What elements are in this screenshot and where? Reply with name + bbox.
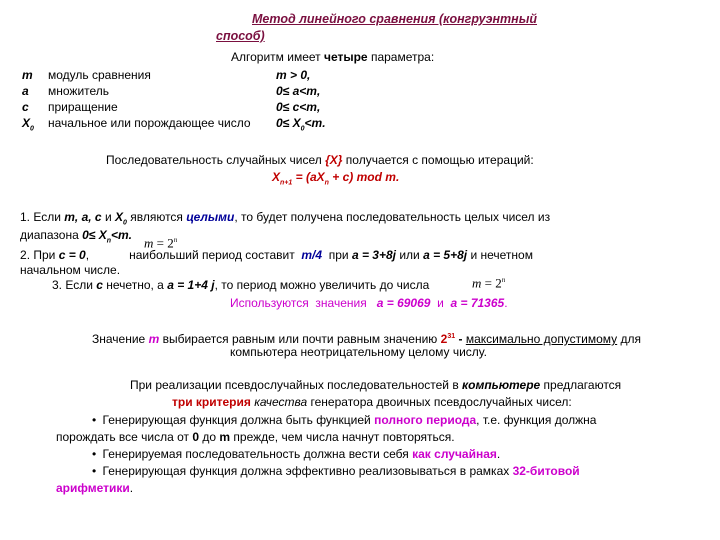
- param-cond-x0-sub: 0: [300, 125, 305, 133]
- criterion-3-line1: [92, 464, 580, 479]
- rule2-a1: a = 3+8j: [351, 248, 396, 262]
- sequence-suffix: получается с помощью итераций:: [342, 153, 534, 167]
- rule2-line1: [20, 248, 533, 263]
- m2n-exp: n: [173, 236, 178, 244]
- formula-sub1: n+1: [280, 179, 293, 187]
- param-cond-x0: [276, 116, 326, 136]
- param-desc-c: приращение: [48, 100, 118, 114]
- rule1-range-sub: n: [106, 237, 111, 245]
- rule1-line2: [20, 228, 132, 248]
- rule2-line2: начальном числе.: [20, 263, 121, 277]
- intro-prefix: Алгоритм имеет: [231, 50, 324, 64]
- param-sym-c: c: [22, 100, 29, 114]
- rule2-cond: c = 0: [58, 248, 86, 262]
- m2n-eq: = 2: [153, 235, 174, 251]
- m-choice-two: 2: [440, 332, 448, 346]
- param-desc-x0: начальное или порождающее число: [48, 116, 251, 130]
- intro-line: [231, 50, 434, 65]
- formula-x: X: [272, 170, 281, 184]
- rule1-range-prefix: диапазона: [20, 228, 83, 242]
- criteria-rest: генератора двоичных псевдослучайных чисел:: [307, 395, 572, 409]
- criteria-line2: [172, 395, 572, 410]
- param-sym-x0-main: X: [22, 116, 31, 130]
- m2n-exp-2: n: [501, 276, 506, 284]
- rule1-x-sub: 0: [123, 219, 127, 227]
- used-v2: a = 71365: [450, 296, 505, 310]
- m-choice-prefix: Значение: [92, 332, 149, 346]
- criterion-1-line1: [92, 413, 596, 428]
- param-desc-m: модуль сравнения: [48, 68, 151, 82]
- rule2-a2: a = 5+8j: [423, 248, 468, 262]
- criterion-1-l2c: прежде, чем числа начнут повторяться.: [230, 430, 455, 444]
- rule3-num: 3. Если: [52, 278, 97, 292]
- rule1-integers: целыми: [186, 210, 235, 224]
- rule3-a: a = 1+4 j: [167, 278, 215, 292]
- criterion-1-l2b: до: [199, 430, 220, 444]
- criteria-prefix: При реализации псевдослучайных последовательностей в: [130, 378, 463, 392]
- rule3-c: c: [96, 278, 103, 292]
- m-choice-tail: для: [617, 332, 642, 346]
- rule2-or: или: [396, 248, 424, 262]
- m-choice-dash: -: [455, 332, 466, 346]
- param-sym-a: a: [22, 84, 29, 98]
- m2n-lhs-2: m: [472, 275, 482, 291]
- criterion-1-line2: [56, 430, 455, 445]
- rule3-odd: нечетно, а: [102, 278, 168, 292]
- criterion-2-hl: как случайная: [412, 447, 497, 461]
- rule2-period: m/4: [301, 248, 323, 262]
- criterion-3-b: .: [129, 481, 134, 495]
- criteria-line1: [130, 378, 621, 393]
- page-title-line2: способ): [216, 29, 265, 43]
- rule2-dot: . При: [26, 248, 59, 262]
- used-v1: a = 69069: [376, 296, 431, 310]
- m-choice-exp: 31: [447, 333, 456, 340]
- criterion-3-a: Генерирующая функция должна эффективно реализовываться в рамках: [102, 464, 513, 478]
- m-choice-max: максимально допустимому: [465, 332, 618, 346]
- criterion-2-a: Генерируемая последовательность должна вести себя: [102, 447, 413, 461]
- used-values-line: [230, 296, 508, 311]
- param-sym-x0-sub: 0: [30, 125, 34, 133]
- param-desc-a: множитель: [48, 84, 110, 98]
- rule3-rest: , то период можно увеличить до числа: [214, 278, 430, 292]
- param-cond-x0-a: 0≤ X: [276, 116, 301, 130]
- criterion-1-m: m: [219, 430, 231, 444]
- m-choice-line2: компьютера неотрицательному целому числу.: [230, 345, 487, 359]
- rule1-range-end: <m.: [110, 228, 132, 242]
- used-end: .: [504, 296, 508, 310]
- criteria-quality: качества: [250, 395, 308, 409]
- rule2-tail: и нечетном: [467, 248, 533, 262]
- criteria-suffix: предлагаются: [540, 378, 622, 392]
- criteria-three: три критерия: [172, 395, 251, 409]
- rule1-vars: m, a, c: [64, 210, 102, 224]
- used-and: и: [430, 296, 451, 310]
- param-cond-c: 0≤ c<m,: [276, 100, 321, 114]
- rule1-mid: являются: [126, 210, 187, 224]
- m2n-eq-2: = 2: [481, 275, 502, 291]
- criterion-1-l2a: порождать все числа от: [56, 430, 193, 444]
- m-choice-mid: выбирается равным или почти равным значению: [159, 332, 441, 346]
- m-equals-2n-formula-2: [472, 273, 505, 290]
- param-sym-m: m: [22, 68, 33, 82]
- rule1-range: 0≤ X: [82, 228, 107, 242]
- sequence-line: [106, 153, 534, 168]
- sequence-set-sym: X: [329, 153, 338, 167]
- sequence-prefix: Последовательность случайных чисел: [106, 153, 326, 167]
- criteria-computer: компьютере: [462, 378, 541, 392]
- formula-eq: = (aX: [292, 170, 325, 184]
- formula-end: .: [395, 170, 400, 184]
- criterion-3-hl: 32-битовой: [512, 464, 580, 478]
- intro-bold: четыре: [323, 50, 368, 64]
- sequence-set-close: }: [337, 153, 343, 167]
- rule2-mid: , наибольший период составит: [85, 248, 302, 262]
- criterion-3-line2: [56, 481, 133, 496]
- criterion-2-b: .: [496, 447, 501, 461]
- iteration-formula: [272, 170, 399, 190]
- rule2-num: 2: [20, 248, 27, 262]
- rule1-x: X: [114, 210, 123, 224]
- rule2-when: при: [322, 248, 352, 262]
- rule3-line: [52, 278, 429, 293]
- rule1-and: и: [101, 210, 115, 224]
- page-title-line1: Метод линейного сравнения (конгруэнтный: [252, 12, 538, 26]
- m-choice-m: m: [148, 332, 160, 346]
- formula-rest: + c) mod: [328, 170, 386, 184]
- param-cond-a: 0≤ a<m,: [276, 84, 321, 98]
- formula-sub2: n: [324, 179, 329, 187]
- criterion-3-hl2: арифметики: [56, 481, 130, 495]
- criterion-1-b: , т.е. функция должна: [476, 413, 597, 427]
- param-sym-x0: [22, 116, 34, 136]
- used-label: Используются значения: [230, 296, 377, 310]
- intro-suffix: параметра:: [367, 50, 435, 64]
- m2n-lhs: m: [144, 235, 154, 251]
- formula-m: m: [385, 170, 396, 184]
- criterion-1-a: Генерирующая функция должна быть функцией: [102, 413, 375, 427]
- rule1-rest: , то будет получена последовательность целых чисел из: [234, 210, 551, 224]
- rule1-num: 1. Если: [20, 210, 65, 224]
- param-cond-x0-b: <m.: [304, 116, 326, 130]
- criterion-1-hl: полного периода: [374, 413, 477, 427]
- sequence-set-open: {: [325, 153, 330, 167]
- criterion-2: [92, 447, 500, 462]
- param-cond-m: m > 0,: [276, 68, 311, 82]
- criterion-1-zero: 0: [192, 430, 200, 444]
